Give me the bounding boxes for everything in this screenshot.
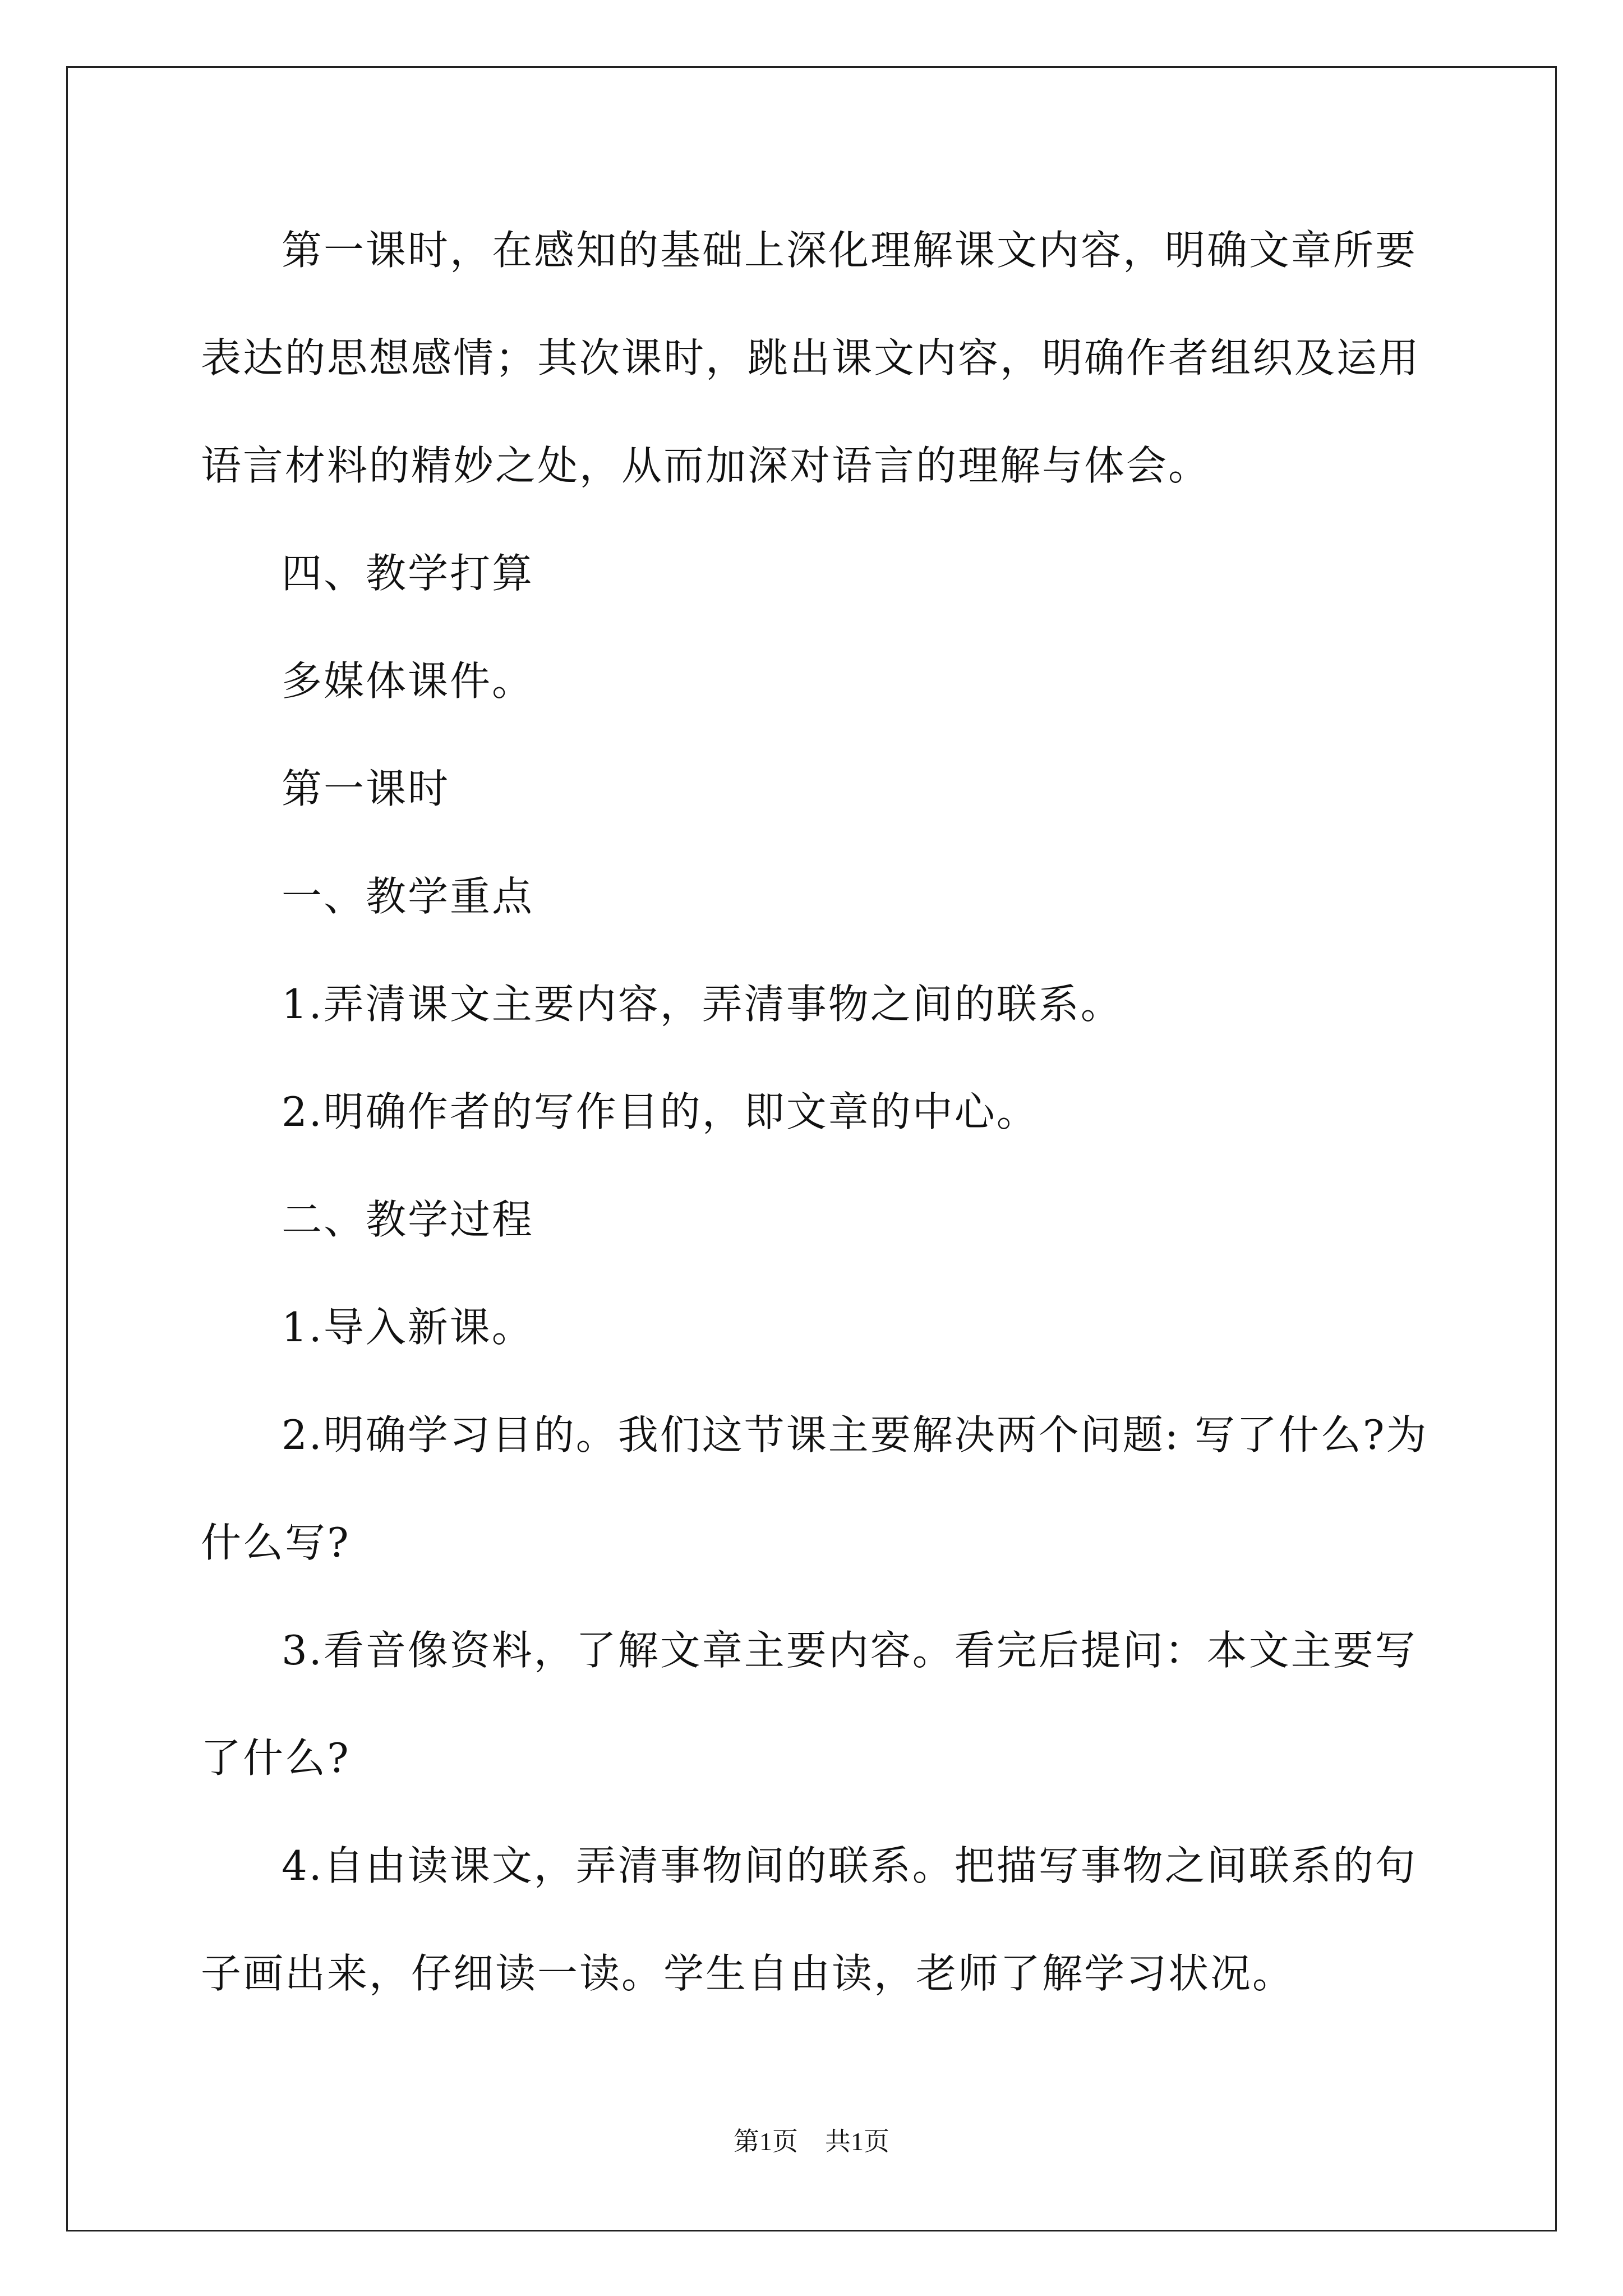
paragraph-1: 第一课时，在感知的基础上深化理解课文内容，明确文章所要表达的思想感情；其次课时，跳出课文内容，明确作者组织及运用语言材料的精妙之处，从而加深对语言的理解与体会。 — [201, 227, 1421, 489]
paragraph-12: 4.自由读课文，弄清事物间的联系。把描写事物之间联系的句子画出来，仔细读一读。学生自由读，老师了解学习状况。 — [201, 1842, 1417, 1997]
paragraph-6: 1.弄清课文主要内容，弄清事物之间的联系。 — [282, 981, 1123, 1028]
paragraph-11: 3.看音像资料，了解文章主要内容。看完后提问：本文主要写了什么? — [201, 1627, 1417, 1782]
paragraph-7: 2.明确作者的写作目的，即文章的中心。 — [282, 1088, 1039, 1135]
paragraph-10: 2.明确学习目的。我们这节课主要解决两个问题: 写了什么?为什么写? — [201, 1411, 1428, 1566]
page-footer — [0, 2125, 1623, 2159]
paragraph-8: 二、教学过程 — [282, 1196, 534, 1243]
paragraph-4: 第一课时 — [282, 765, 450, 812]
page-total: 共1页 — [825, 2127, 889, 2156]
paragraph-9: 1.导入新课。 — [282, 1304, 534, 1351]
paragraph-3: 多媒体课件。 — [282, 657, 534, 705]
paragraph-2: 四、教学打算 — [282, 550, 534, 597]
page-number: 第1页 — [734, 2127, 798, 2156]
paragraph-5: 一、教学重点 — [282, 873, 534, 920]
